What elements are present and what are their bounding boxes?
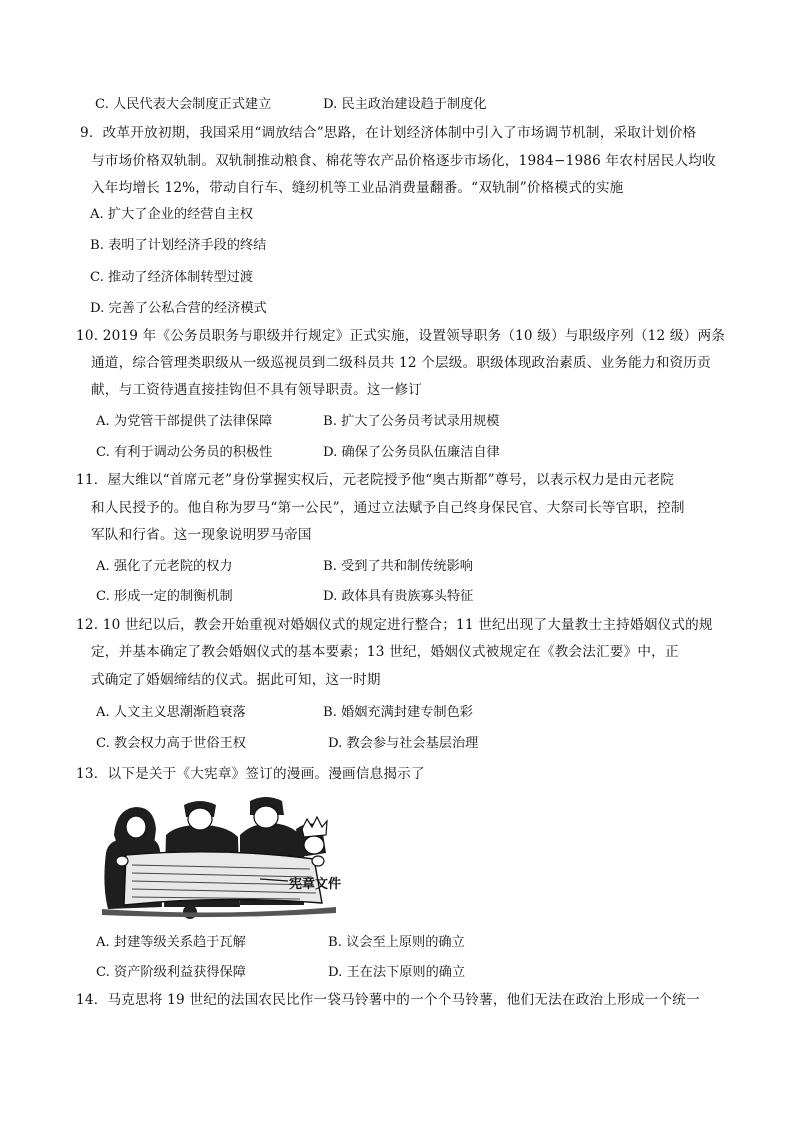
q12-stem-line-1: 12. 10 世纪以后，教会开始重视对婚姻仪式的规定进行整合；11 世纪出现了大量教士主持婚姻仪式的规 (76, 617, 713, 633)
q11-stem-line-1: 11．屋大维以“首席元老”身份掌握实权后，元老院授予他“奥古斯都”尊号，以表示权力是由元老院 (76, 472, 675, 488)
q12-option-d[interactable]: D. 教会参与社会基层治理 (328, 736, 479, 751)
q11-stem-line-3: 军队和行省。这一现象说明罗马帝国 (91, 527, 312, 543)
q12-stem-line-2: 定，并基本确定了教会婚姻仪式的基本要素；13 世纪，婚姻仪式被规定在《教会法汇要》中，正 (91, 644, 679, 660)
q9-option-a[interactable]: A. 扩大了企业的经营自主权 (90, 207, 253, 222)
q9-option-c[interactable]: C. 推动了经济体制转型过渡 (90, 270, 254, 285)
q10-stem-line-2: 通道，综合管理类职级从一级巡视员到二级科员共 12 个层级。职级体现政治素质、业务能力和资历贡 (91, 355, 711, 371)
cartoon-caption-label: 宪章文件 (289, 877, 342, 892)
q12-stem-line-3: 式确定了婚姻缔结的仪式。据此可知，这一时期 (91, 672, 381, 688)
q9-option-b[interactable]: B. 表明了计划经济手段的终结 (90, 238, 267, 253)
q9-option-d[interactable]: D. 完善了公私合营的经济模式 (90, 301, 267, 316)
q11-option-a[interactable]: A. 强化了元老院的权力 (96, 559, 233, 574)
q9-stem-line-3: 入年均增长 12%，带动自行车、缝纫机等工业品消费量翻番。“双轨制”价格模式的实施 (91, 180, 624, 196)
q12-option-a[interactable]: A. 人文主义思潮渐趋衰落 (96, 705, 246, 720)
q9-stem-line-2: 与市场价格双轨制。双轨制推动粮食、棉花等农产品价格逐步市场化，1984−1986 年农村居民人均收 (91, 153, 716, 169)
q11-option-d[interactable]: D. 政体具有贵族寡头特征 (323, 589, 474, 604)
q10-option-c[interactable]: C. 有利于调动公务员的积极性 (96, 445, 273, 460)
magna-carta-cartoon (100, 795, 350, 920)
q8-option-d[interactable]: D. 民主政治建设趋于制度化 (323, 97, 487, 112)
q13-option-d[interactable]: D. 王在法下原则的确立 (328, 965, 466, 980)
q10-stem-line-1: 10. 2019 年《公务员职务与职级并行规定》正式实施，设置领导职务（10 级）与职级序列（12 级）两条 (76, 328, 726, 344)
q14-stem-line-1: 14．马克思将 19 世纪的法国农民比作一袋马铃薯中的一个个马铃薯，他们无法在政治上形成一个统一 (76, 992, 700, 1008)
q13-option-a[interactable]: A. 封建等级关系趋于瓦解 (96, 935, 246, 950)
q13-stem-line-1: 13．以下是关于《大宪章》签订的漫画。漫画信息揭示了 (76, 766, 425, 782)
q11-option-c[interactable]: C. 形成一定的制衡机制 (96, 589, 233, 604)
q11-option-b[interactable]: B. 受到了共和制传统影响 (323, 559, 473, 574)
q13-option-c[interactable]: C. 资产阶级利益获得保障 (96, 965, 246, 980)
q9-stem-line-1: 9．改革开放初期，我国采用“调放结合”思路，在计划经济体制中引入了市场调节机制，采取计划价格 (80, 125, 697, 141)
q10-option-b[interactable]: B. 扩大了公务员考试录用规模 (323, 414, 500, 429)
q12-option-c[interactable]: C. 教会权力高于世俗王权 (96, 736, 246, 751)
q11-stem-line-2: 和人民授予的。他自称为罗马“第一公民”，通过立法赋予自己终身保民官、大祭司长等官职，控制 (91, 500, 685, 516)
q10-option-d[interactable]: D. 确保了公务员队伍廉洁自律 (323, 445, 500, 460)
q8-option-c[interactable]: C. 人民代表大会制度正式建立 (95, 97, 272, 112)
q13-option-b[interactable]: B. 议会至上原则的确立 (328, 935, 465, 950)
q12-option-b[interactable]: B. 婚姻充满封建专制色彩 (323, 705, 473, 720)
q10-stem-line-3: 献，与工资待遇直接挂钩但不具有领导职责。这一修订 (91, 382, 423, 398)
q10-option-a[interactable]: A. 为党管干部提供了法律保障 (96, 414, 273, 429)
